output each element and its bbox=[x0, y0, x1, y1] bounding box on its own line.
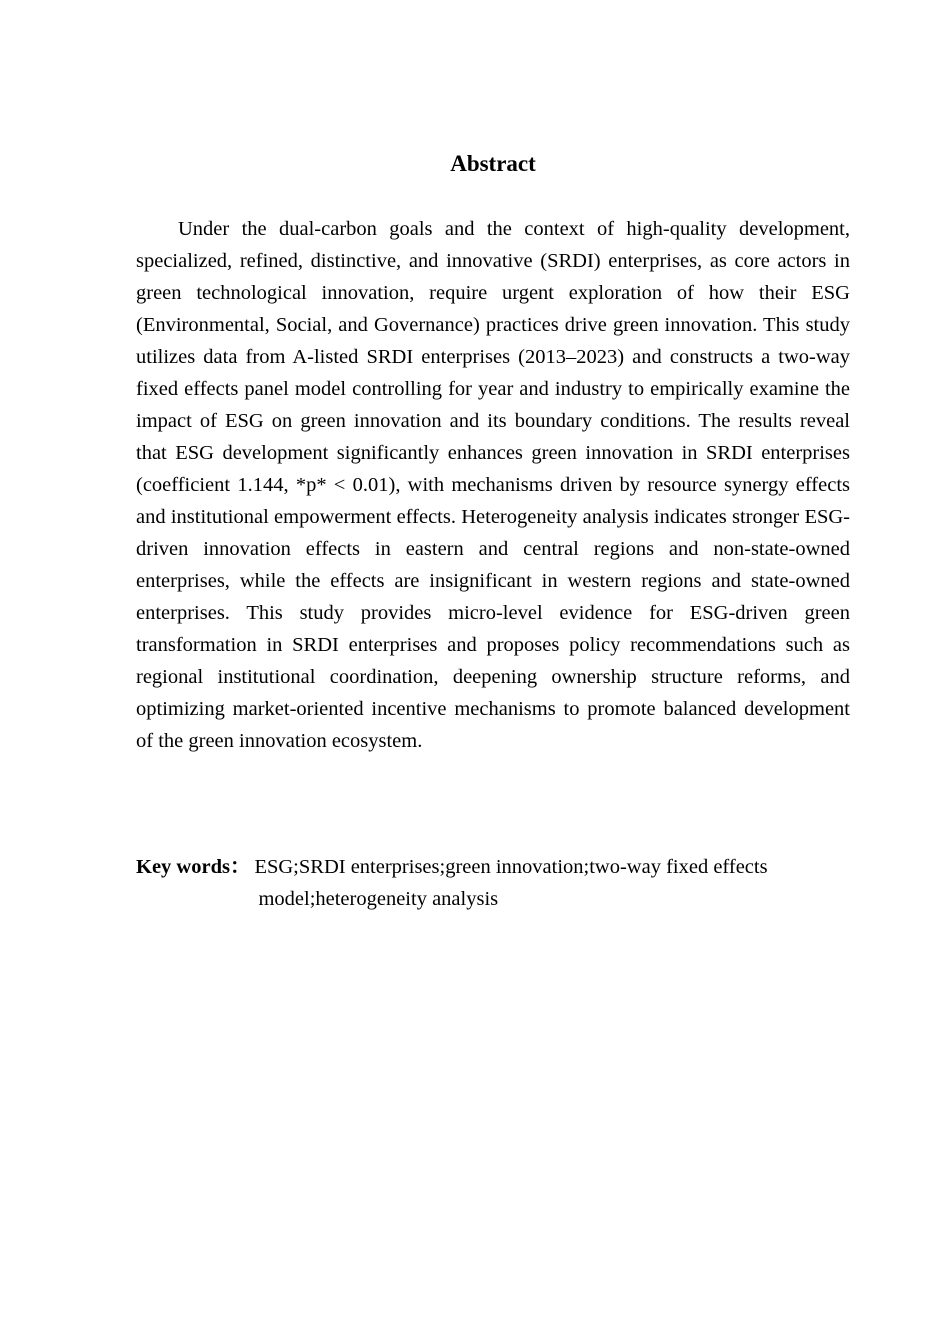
keywords-values: ESG;SRDI enterprises;green innovation;two-way fixed effects model;heterogeneity analysis bbox=[254, 856, 768, 910]
keywords-separator: ： bbox=[229, 856, 251, 878]
abstract-title: Abstract bbox=[450, 151, 536, 176]
abstract-body: Under the dual-carbon goals and the context of high-quality development, specialized, refined, distinctive, and innovative (SRDI) enterprises, as core actors in green technological innovation, require urgent exploration of how their ESG (Environmental, Social, and Governance) practices drive green innovation. This study utilizes data from A-listed SRDI enterprises (2013–2023) and constructs a two-way fixed effects panel model controlling for year and industry to empirically examine the impact of ESG on green innovation and its boundary conditions. The results reveal that ESG development significantly enhances green innovation in SRDI enterprises (coefficient 1.144, *p* < 0.01), with mechanisms driven by resource synergy effects and institutional empowerment effects. Heterogeneity analysis indicates stronger ESG-driven innovation effects in eastern and central regions and non-state-owned enterprises, while the effects are insignificant in western regions and state-owned enterprises. This study provides micro-level evidence for ESG-driven green transformation in SRDI enterprises and proposes policy recommendations such as regional institutional coordination, deepening ownership structure reforms, and optimizing market-oriented incentive mechanisms to promote balanced development of the green innovation ecosystem. bbox=[136, 218, 850, 752]
keywords-label: Key words bbox=[136, 856, 230, 878]
keywords-section bbox=[136, 851, 850, 915]
keywords-row bbox=[136, 851, 850, 915]
